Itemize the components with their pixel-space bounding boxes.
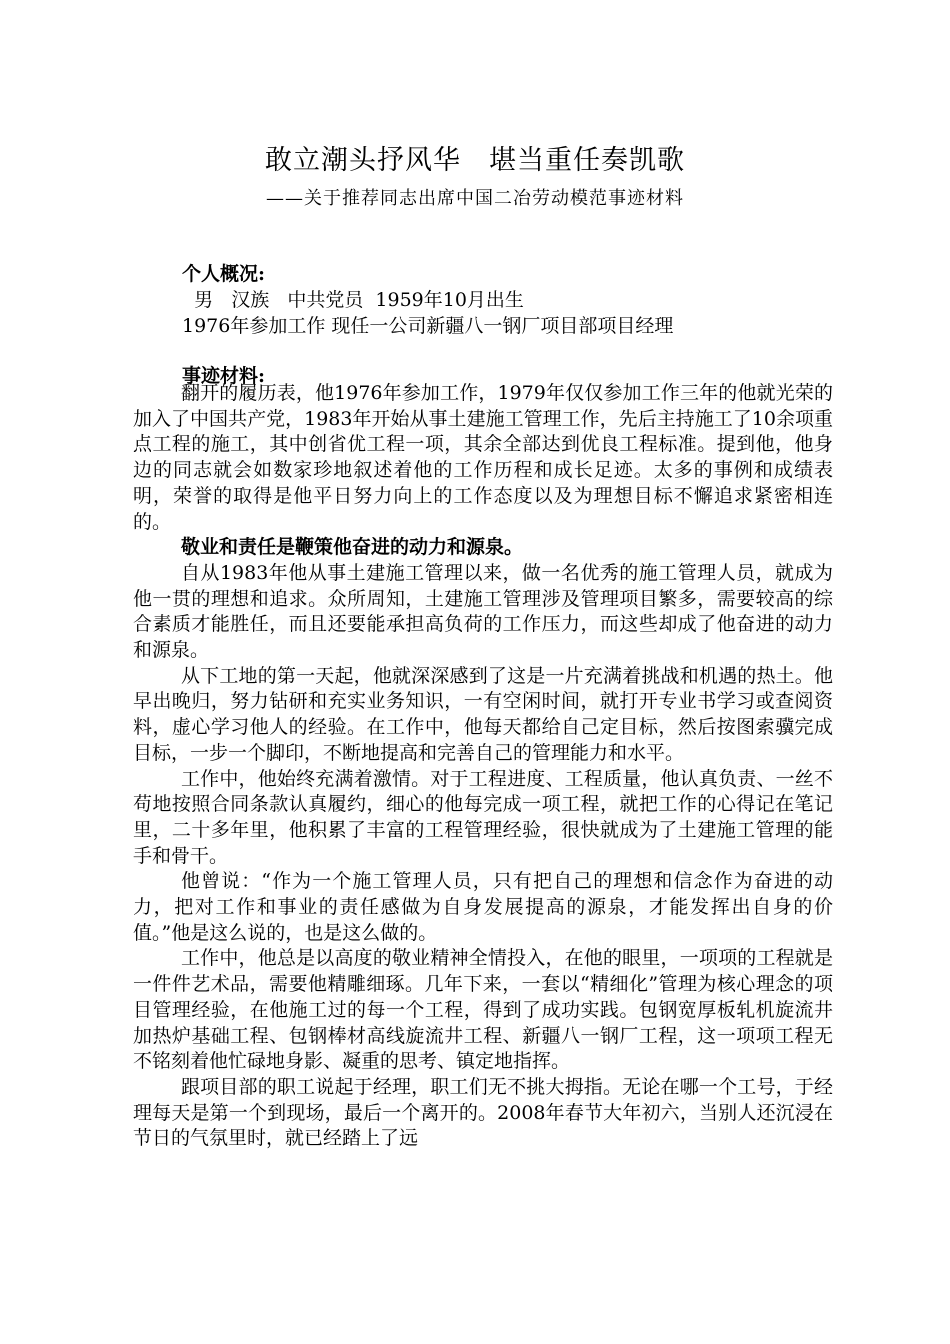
deeds-body — [133, 381, 833, 1152]
paragraph: 他曾说：“作为一个施工管理人员，只有把自己的理想和信念作为奋进的动力，把对工作和事业的责任感做为自身发展提高的源泉，才能发挥出自身的价值。”他是这么说的，也是这么做的。 — [133, 870, 833, 944]
deeds-heading: 事迹材料: — [182, 365, 266, 387]
profile-heading: 个人概况: — [182, 263, 266, 285]
paragraph: 工作中，他始终充满着激情。对于工程进度、工程质量，他认真负责、一丝不苟地按照合同条款认真履约，细心的他每完成一项工程，就把工作的心得记在笔记里，二十多年里，他积累了丰富的工程管理经验，很快就成为了土建施工管理的能手和骨干。 — [133, 767, 833, 867]
paragraph: 自从1983年他从事土建施工管理以来，做一名优秀的施工管理人员，就成为他一贯的理想和追求。众所周知，土建施工管理涉及管理项目繁多，需要较高的综合素质才能胜任，而且还要能承担高负荷的工作压力，而这些却成了他奋进的动力和源泉。 — [133, 561, 833, 662]
profile-line-1: 男 汉族 中共党员 1959年10月出生 — [182, 289, 524, 311]
paragraph: 从下工地的第一天起，他就深深感到了这是一片充满着挑战和机遇的热土。他早出晚归，努力钻研和充实业务知识，一有空闲时间，就打开专业书学习或查阅资料，虚心学习他人的经验。在工作中，他每天都给自己定目标，然后按图索骥完成目标，一步一个脚印，不断地提高和完善自己的管理能力和水平。 — [133, 664, 833, 764]
profile-line-2: 1976年参加工作 现任一公司新疆八一钢厂项目部项目经理 — [182, 315, 674, 337]
document-title: 敢立潮头抒风华 堪当重任奏凯歌 — [265, 145, 685, 176]
section-heading: 敬业和责任是鞭策他奋进的动力和源泉。 — [181, 536, 524, 559]
paragraph: 工作中，他总是以高度的敬业精神全情投入，在他的眼里，一项项的工程就是一件件艺术品，需要他精雕细琢。几年下来，一套以“精细化”管理为核心理念的项目管理经验，在他施工过的每一个工程，得到了成功实践。包钢宽厚板轧机旋流井加热炉基础工程、包钢棒材高线旋流井工程、新疆八一钢厂工程，这一项项工程无不铭刻着他忙碌地身影、凝重的思考、镇定地指挥。 — [133, 947, 833, 1073]
paragraph: 跟项目部的职工说起于经理，职工们无不挑大拇指。无论在哪一个工号，于经理每天是第一个到现场，最后一个离开的。2008年春节大年初六，当别人还沉浸在节日的气氛里时，就已经踏上了远 — [133, 1075, 833, 1150]
document-subtitle: ——关于推荐同志出席中国二冶劳动模范事迹材料 — [266, 188, 684, 209]
paragraph: 翻开的履历表，他1976年参加工作，1979年仅仅参加工作三年的他就光荣的加入了中国共产党，1983年开始从事土建施工管理工作，先后主持施工了10余项重点工程的施工，其中创省优工程一项，其余全部达到优良工程标准。提到他，他身边的同志就会如数家珍地叙述着他的工作历程和成长足迹。太多的事例和成绩表明，荣誉的取得是他平日努力向上的工作态度以及为理想目标不懈追求紧密相连的。 — [133, 382, 833, 533]
